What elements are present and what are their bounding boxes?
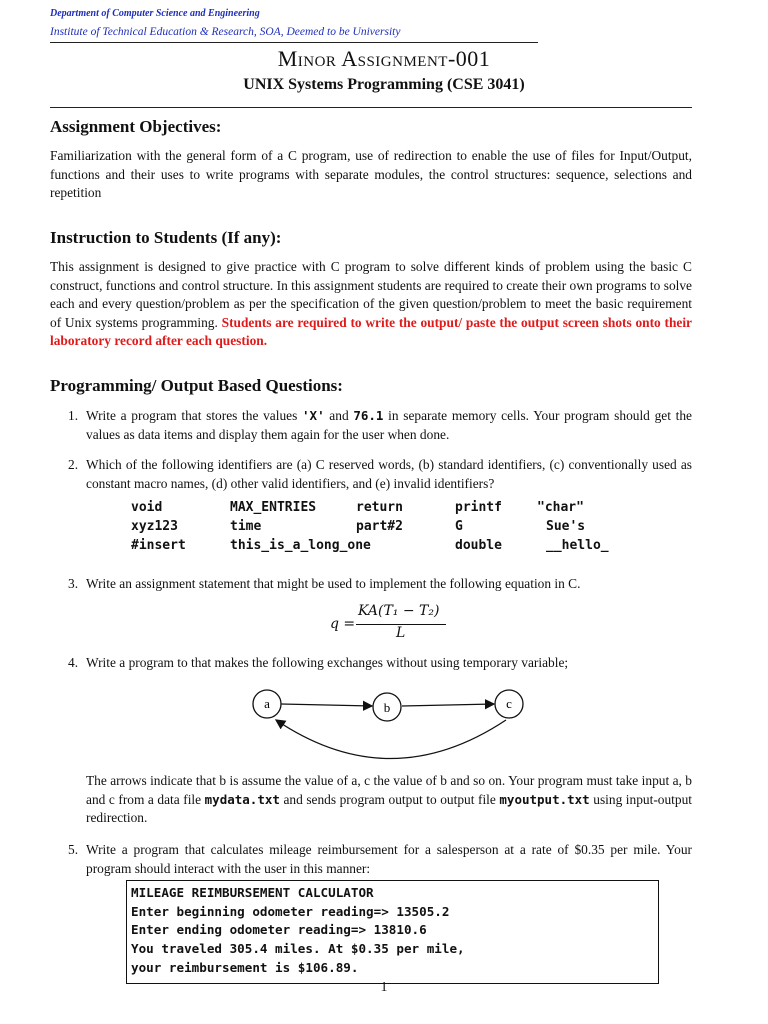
question-5 <box>68 841 692 878</box>
terminal-line: Enter ending odometer reading=> 13810.6 <box>131 922 427 938</box>
terminal-line: You traveled 305.4 miles. At $0.35 per mile, <box>131 941 465 957</box>
node-label-a: a <box>264 696 270 711</box>
q1-value-float: 76.1 <box>353 408 384 423</box>
q4-desc-1: The arrows indicate that b is assume the value of a, c the value of b and so on. Your program must take input a, b and c from a data file <box>86 773 692 807</box>
q2-text: Which of the following identifiers are (a) C reserved words, (b) standard identifiers, (c) conventionally used as constant macro names, (d) other valid identifiers, and (e) invalid identifiers? <box>86 457 692 491</box>
identifier: time <box>230 519 262 534</box>
question-3 <box>68 575 692 594</box>
course-title: UNIX Systems Programming (CSE 3041) <box>243 76 525 93</box>
question-4 <box>68 654 692 673</box>
assignment-title: Minor Assignment-001 <box>277 46 491 71</box>
q4-description <box>86 772 692 828</box>
title-rule <box>50 107 692 108</box>
q1-text-mid: and <box>324 408 354 423</box>
question-number: 3. <box>68 576 79 591</box>
output-filename: myoutput.txt <box>499 791 590 807</box>
exchange-diagram <box>240 682 540 778</box>
institute-name: Institute of Technical Education & Research, SOA, Deemed to be University <box>50 26 401 38</box>
identifier: return <box>356 500 403 515</box>
question-number: 1. <box>68 408 79 423</box>
equation-lhs: q = <box>330 616 356 632</box>
question-2 <box>68 456 692 493</box>
identifier: xyz123 <box>131 519 178 534</box>
arrow-c-to-a <box>276 720 506 759</box>
equation-denominator: L <box>396 625 406 641</box>
instructions-highlight: Students are required to write the output/ paste the output screen shots onto their laboratory record after each question. <box>50 314 693 349</box>
q1-value-char: 'X' <box>302 408 325 423</box>
input-filename: mydata.txt <box>204 791 280 807</box>
question-number: 2. <box>68 457 79 472</box>
arrow-a-to-b <box>281 704 372 706</box>
identifier: G <box>455 519 463 534</box>
page-number: 1 <box>380 980 388 995</box>
q5-text: Write a program that calculates mileage reimbursement for a salesperson at a rate of $0.35 per mile. Your program should interact with the user in this manner: <box>86 842 692 876</box>
question-1 <box>68 407 692 444</box>
equation-numerator: KA(T₁ − T₂) <box>358 603 440 619</box>
terminal-line: your reimbursement is $106.89. <box>131 959 359 975</box>
identifier: void <box>131 500 163 515</box>
q4-desc-2: and sends program output to output file <box>279 791 500 807</box>
identifier: double <box>455 538 502 553</box>
question-number: 5. <box>68 842 79 857</box>
department-name: Department of Computer Science and Engineering <box>50 8 260 19</box>
node-label-b: b <box>383 700 391 715</box>
identifier: Sue's <box>546 519 586 534</box>
objectives-heading: Assignment Objectives: <box>50 117 222 136</box>
arrow-b-to-c <box>402 704 494 706</box>
q3-text: Write an assignment statement that might be used to implement the following equation in C. <box>86 576 581 591</box>
terminal-line: Enter beginning odometer reading=> 13505.2 <box>131 903 450 919</box>
identifier: part#2 <box>356 519 403 534</box>
instructions-text <box>50 258 692 351</box>
instructions-body: This assignment is designed to give practice with C program to solve different kinds of problem using the basic C construct, functions and control structure. In this assignment students are required to create their own programs to solve each and every question/problem as per the specification of the given question/problem to meet the basic requirement of Unix systems programming. <box>50 259 692 330</box>
q4-text: Write a program to that makes the following exchanges without using temporary variable; <box>86 655 569 670</box>
q1-text-pre: Write a program that stores the values <box>86 408 303 423</box>
identifier: __hello_ <box>546 538 609 553</box>
equation <box>330 603 450 645</box>
identifier: "char" <box>537 500 584 515</box>
identifier: printf <box>455 500 502 515</box>
header-rule <box>50 42 538 43</box>
identifier-table <box>131 500 651 558</box>
objectives-text: Familiarization with the general form of a C program, use of redirection to enable the use of files for Input/Output, functions and their uses to write programs with separate modules, the control structures: sequence, selections and repetition <box>50 148 692 201</box>
sample-interaction-box <box>126 880 659 984</box>
identifier: this_is_a_long_one <box>230 538 371 553</box>
instructions-heading: Instruction to Students (If any): <box>50 228 282 247</box>
q4-desc-3: using input-output redirection. <box>86 791 693 826</box>
questions-heading: Programming/ Output Based Questions: <box>50 376 343 395</box>
identifier: #insert <box>131 538 186 553</box>
terminal-line: MILEAGE REIMBURSEMENT CALCULATOR <box>131 885 374 900</box>
question-number: 4. <box>68 655 79 670</box>
q1-text-post: in separate memory cells. Your program should get the values as data items and display them again for the user when done. <box>86 408 692 442</box>
identifier: MAX_ENTRIES <box>230 500 317 515</box>
node-label-c: c <box>506 696 512 711</box>
